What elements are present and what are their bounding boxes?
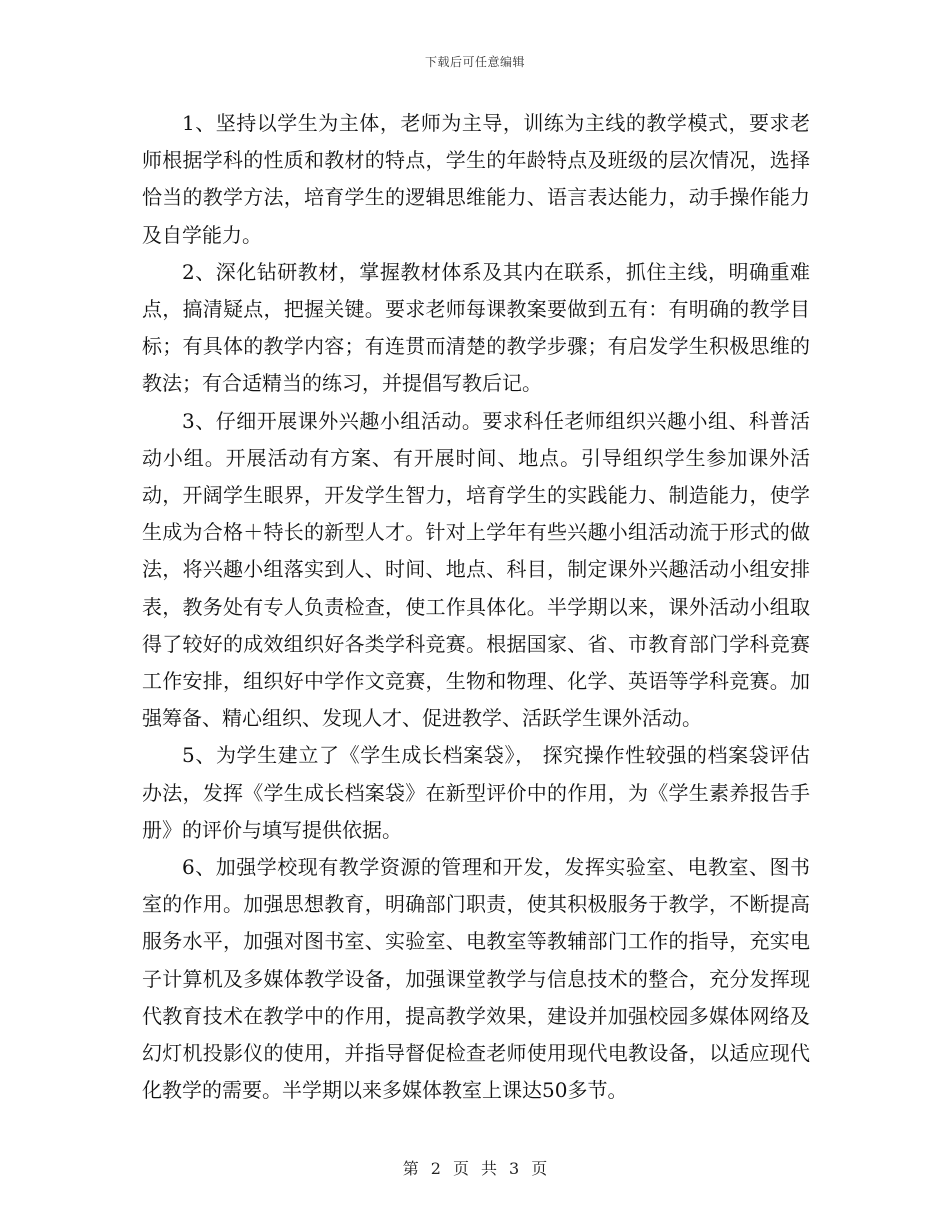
paragraph-item-6: 6、加强学校现有教学资源的管理和开发，发挥实验室、电教室、图书室的作用。加强思想教育，明确部门职责，使其积极服务于教学，不断提高服务水平，加强对图书室、实验室、电教室等教辅部门工作的指导，充实电子计算机及多媒体教学设备，加强课堂教学与信息技术的整合，充分发挥现代教育技术在教学中的作用，提高教学效果，建设并加强校园多媒体网络及幻灯机投影仪的使用，并指导督促检查老师使用现代电教设备，以适应现代化教学的需要。半学期以来多媒体教室上课达50多节。	[142, 855, 810, 1103]
footer-total-pages: 3	[509, 1159, 520, 1178]
document-body	[142, 105, 810, 1109]
footer-current-page: 2	[430, 1159, 441, 1178]
page-header: 下载后可任意编辑	[424, 55, 525, 69]
paragraph-item-2: 2、深化钻研教材，掌握教材体系及其内在联系，抓住主线，明确重难点，搞清疑点，把握关键。要求老师每课教案要做到五有：有明确的教学目标；有具体的教学内容；有连贯而清楚的教学步骤；有启发学生积极思维的教法；有合适精当的练习，并提倡写教后记。	[142, 259, 810, 396]
paragraph-item-5: 5、为学生建立了《学生成长档案袋》， 探究操作性较强的档案袋评估办法，发挥《学生成长档案袋》在新型评价中的作用，为《学生素养报告手册》的评价与填写提供依据。	[142, 743, 810, 842]
footer-label-total: 共	[481, 1159, 498, 1178]
footer-label-page-unit: 页	[452, 1159, 469, 1178]
paragraph-item-3: 3、仔细开展课外兴趣小组活动。要求科任老师组织兴趣小组、科普活动小组。开展活动有方案、有开展时间、地点。引导组织学生参加课外活动，开阔学生眼界，开发学生智力，培育学生的实践能力、制造能力，使学生成为合格＋特长的新型人才。针对上学年有些兴趣小组活动流于形式的做法，将兴趣小组落实到人、时间、地点、科目，制定课外兴趣活动小组安排表，教务处有专人负责检查，使工作具体化。半学期以来，课外活动小组取得了较好的成效组织好各类学科竞赛。根据国家、省、市教育部门学科竞赛工作安排，组织好中学作文竞赛，生物和物理、化学、英语等学科竞赛。加强筹备、精心组织、发现人才、促进教学、活跃学生课外活动。	[142, 408, 810, 731]
footer-label-page: 第	[402, 1159, 419, 1178]
footer-label-total-unit: 页	[531, 1159, 548, 1178]
paragraph-item-1: 1、坚持以学生为主体，老师为主导，训练为主线的教学模式，要求老师根据学科的性质和教材的特点，学生的年龄特点及班级的层次情况，选择恰当的教学方法，培育学生的逻辑思维能力、语言表达能力，动手操作能力及自学能力。	[142, 111, 810, 247]
page-footer	[0, 1156, 950, 1179]
